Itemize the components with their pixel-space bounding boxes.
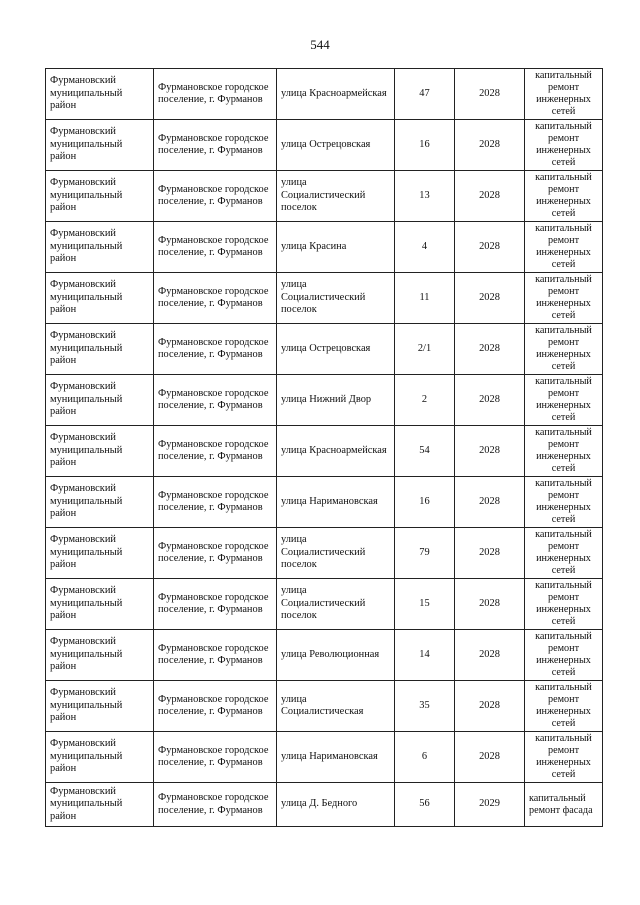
settlement-cell: Фурмановское городское поселение, г. Фурманов xyxy=(154,732,277,783)
table-row xyxy=(46,222,603,273)
year-cell: 2028 xyxy=(455,477,525,528)
street-cell: улица Социалистическая xyxy=(277,681,395,732)
district-cell: Фурмановский муниципальный район xyxy=(46,579,154,630)
district-cell: Фурмановский муниципальный район xyxy=(46,528,154,579)
year-cell: 2028 xyxy=(455,630,525,681)
work-type-cell: капитальный ремонт инженерных сетей xyxy=(525,579,603,630)
table-row xyxy=(46,375,603,426)
table-row xyxy=(46,681,603,732)
house-number-cell: 56 xyxy=(395,783,455,827)
table-row xyxy=(46,732,603,783)
house-number-cell: 47 xyxy=(395,69,455,120)
house-number-cell: 6 xyxy=(395,732,455,783)
settlement-cell: Фурмановское городское поселение, г. Фурманов xyxy=(154,273,277,324)
house-number-cell: 16 xyxy=(395,120,455,171)
settlement-cell: Фурмановское городское поселение, г. Фурманов xyxy=(154,426,277,477)
registry-table xyxy=(45,68,603,827)
work-type-cell: капитальный ремонт инженерных сетей xyxy=(525,324,603,375)
settlement-cell: Фурмановское городское поселение, г. Фурманов xyxy=(154,477,277,528)
street-cell: улица Наримановская xyxy=(277,732,395,783)
district-cell: Фурмановский муниципальный район xyxy=(46,222,154,273)
district-cell: Фурмановский муниципальный район xyxy=(46,426,154,477)
house-number-cell: 2/1 xyxy=(395,324,455,375)
table-row xyxy=(46,783,603,827)
work-type-cell: капитальный ремонт фасада xyxy=(525,783,603,827)
district-cell: Фурмановский муниципальный район xyxy=(46,477,154,528)
house-number-cell: 54 xyxy=(395,426,455,477)
house-number-cell: 16 xyxy=(395,477,455,528)
street-cell: улица Социалистический поселок xyxy=(277,171,395,222)
work-type-cell: капитальный ремонт инженерных сетей xyxy=(525,630,603,681)
house-number-cell: 4 xyxy=(395,222,455,273)
house-number-cell: 15 xyxy=(395,579,455,630)
work-type-cell: капитальный ремонт инженерных сетей xyxy=(525,69,603,120)
year-cell: 2028 xyxy=(455,528,525,579)
settlement-cell: Фурмановское городское поселение, г. Фурманов xyxy=(154,579,277,630)
house-number-cell: 2 xyxy=(395,375,455,426)
year-cell: 2028 xyxy=(455,69,525,120)
district-cell: Фурмановский муниципальный район xyxy=(46,273,154,324)
street-cell: улица Социалистический поселок xyxy=(277,273,395,324)
table-row xyxy=(46,171,603,222)
work-type-cell: капитальный ремонт инженерных сетей xyxy=(525,528,603,579)
year-cell: 2028 xyxy=(455,732,525,783)
district-cell: Фурмановский муниципальный район xyxy=(46,630,154,681)
street-cell: улица Социалистический поселок xyxy=(277,528,395,579)
district-cell: Фурмановский муниципальный район xyxy=(46,120,154,171)
table-row xyxy=(46,528,603,579)
year-cell: 2029 xyxy=(455,783,525,827)
street-cell: улица Острецовская xyxy=(277,120,395,171)
street-cell: улица Красноармейская xyxy=(277,426,395,477)
work-type-cell: капитальный ремонт инженерных сетей xyxy=(525,681,603,732)
table-body xyxy=(46,69,603,827)
street-cell: улица Красина xyxy=(277,222,395,273)
district-cell: Фурмановский муниципальный район xyxy=(46,375,154,426)
work-type-cell: капитальный ремонт инженерных сетей xyxy=(525,273,603,324)
settlement-cell: Фурмановское городское поселение, г. Фурманов xyxy=(154,528,277,579)
settlement-cell: Фурмановское городское поселение, г. Фурманов xyxy=(154,681,277,732)
district-cell: Фурмановский муниципальный район xyxy=(46,171,154,222)
settlement-cell: Фурмановское городское поселение, г. Фурманов xyxy=(154,324,277,375)
settlement-cell: Фурмановское городское поселение, г. Фурманов xyxy=(154,120,277,171)
settlement-cell: Фурмановское городское поселение, г. Фурманов xyxy=(154,69,277,120)
house-number-cell: 11 xyxy=(395,273,455,324)
work-type-cell: капитальный ремонт инженерных сетей xyxy=(525,426,603,477)
table-row xyxy=(46,120,603,171)
street-cell: улица Острецовская xyxy=(277,324,395,375)
work-type-cell: капитальный ремонт инженерных сетей xyxy=(525,375,603,426)
work-type-cell: капитальный ремонт инженерных сетей xyxy=(525,477,603,528)
settlement-cell: Фурмановское городское поселение, г. Фурманов xyxy=(154,783,277,827)
street-cell: улица Наримановская xyxy=(277,477,395,528)
table-row xyxy=(46,579,603,630)
table-row xyxy=(46,630,603,681)
year-cell: 2028 xyxy=(455,375,525,426)
district-cell: Фурмановский муниципальный район xyxy=(46,69,154,120)
settlement-cell: Фурмановское городское поселение, г. Фурманов xyxy=(154,375,277,426)
work-type-cell: капитальный ремонт инженерных сетей xyxy=(525,222,603,273)
house-number-cell: 35 xyxy=(395,681,455,732)
table-row xyxy=(46,69,603,120)
work-type-cell: капитальный ремонт инженерных сетей xyxy=(525,120,603,171)
year-cell: 2028 xyxy=(455,171,525,222)
page-number: 544 xyxy=(310,37,330,52)
house-number-cell: 13 xyxy=(395,171,455,222)
district-cell: Фурмановский муниципальный район xyxy=(46,732,154,783)
work-type-cell: капитальный ремонт инженерных сетей xyxy=(525,171,603,222)
settlement-cell: Фурмановское городское поселение, г. Фурманов xyxy=(154,630,277,681)
street-cell: улица Нижний Двор xyxy=(277,375,395,426)
district-cell: Фурмановский муниципальный район xyxy=(46,681,154,732)
district-cell: Фурмановский муниципальный район xyxy=(46,324,154,375)
house-number-cell: 79 xyxy=(395,528,455,579)
year-cell: 2028 xyxy=(455,324,525,375)
settlement-cell: Фурмановское городское поселение, г. Фурманов xyxy=(154,222,277,273)
year-cell: 2028 xyxy=(455,681,525,732)
year-cell: 2028 xyxy=(455,222,525,273)
street-cell: улица Социалистический поселок xyxy=(277,579,395,630)
settlement-cell: Фурмановское городское поселение, г. Фурманов xyxy=(154,171,277,222)
table-row xyxy=(46,477,603,528)
street-cell: улица Д. Бедного xyxy=(277,783,395,827)
table-row xyxy=(46,426,603,477)
work-type-cell: капитальный ремонт инженерных сетей xyxy=(525,732,603,783)
street-cell: улица Красноармейская xyxy=(277,69,395,120)
year-cell: 2028 xyxy=(455,579,525,630)
year-cell: 2028 xyxy=(455,120,525,171)
street-cell: улица Революционная xyxy=(277,630,395,681)
year-cell: 2028 xyxy=(455,426,525,477)
year-cell: 2028 xyxy=(455,273,525,324)
table-row xyxy=(46,324,603,375)
district-cell: Фурмановский муниципальный район xyxy=(46,783,154,827)
table-row xyxy=(46,273,603,324)
house-number-cell: 14 xyxy=(395,630,455,681)
